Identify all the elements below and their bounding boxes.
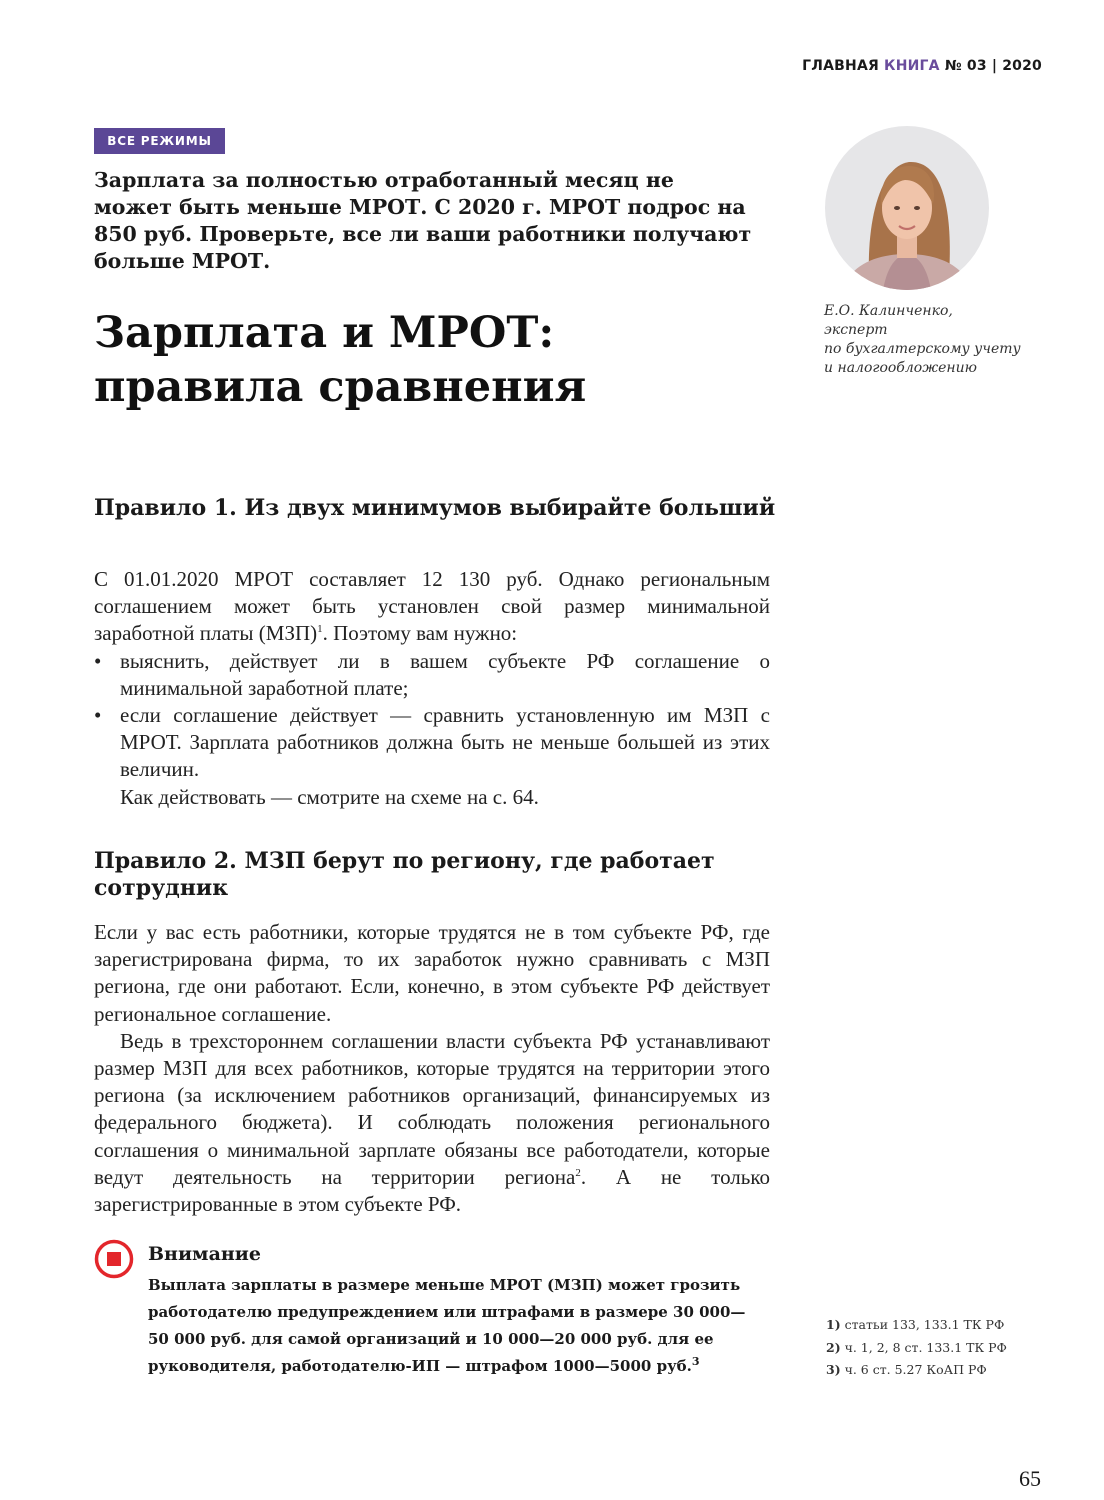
author-role-line-3: и налогообложению bbox=[824, 360, 977, 376]
header-magazine-name-accent: КНИГА bbox=[884, 58, 940, 74]
warning-text: Выплата зарплаты в размере меньше МРОТ (МЗП) может грозить работодателю предупреждением или штрафами в размере 30 000—50 000 руб. для самой организаций и 10 000—20 000 руб. для ее руководителя, работодателю-ИП — штрафом 1000—5000 руб.$^3$ bbox=[148, 1276, 746, 1375]
list-item: • выяснить, действует ли в вашем субъекте РФ соглашение о минимальной заработной плате; bbox=[94, 648, 770, 702]
author-portrait-illustration bbox=[825, 126, 989, 290]
section-heading-rule-2: Правило 2. МЗП берут по региону, где работает сотрудник bbox=[94, 848, 715, 901]
category-badge: ВСЕ РЕЖИМЫ bbox=[94, 128, 225, 154]
header-magazine-name: ГЛАВНАЯ bbox=[802, 58, 879, 74]
author-role-line-1: эксперт bbox=[824, 322, 888, 338]
footnote-item: 2) ч. 1, 2, 8 ст. 133.1 ТК РФ bbox=[826, 1339, 1007, 1355]
article-title-line-2: правила сравнения bbox=[94, 362, 587, 412]
footnote-ref-1: 1 bbox=[317, 623, 323, 636]
rule-2-paragraph-1: Если у вас есть работники, которые трудятся не в том субъекте РФ, где зарегистрирована фирма, то их заработок нужно сравнивать с МЗП региона, где они работают. Если, конечно, в этом субъекте РФ действует региональное соглашение. bbox=[94, 920, 770, 1026]
warning-stop-icon bbox=[94, 1239, 134, 1279]
lead-paragraph: Зарплата за полностью отработанный месяц не может быть меньше МРОТ. С 2020 г. МРОТ подрос на 850 руб. Проверьте, все ли ваши работники получают больше МРОТ. bbox=[94, 168, 752, 273]
footnote-item: 3) ч. 6 ст. 5.27 КоАП РФ bbox=[826, 1362, 987, 1377]
article-title bbox=[94, 306, 774, 414]
footnote-ref-3: 3 bbox=[691, 1355, 700, 1368]
rule-1-intro-paragraph: С 01.01.2020 МРОТ составляет 12 130 руб. Однако региональным соглашением может быть установлен свой размер минимальной заработной платы (МЗП)$^1$. Поэтому вам нужно: bbox=[94, 567, 770, 646]
footnote-item: 1) статьи 133, 133.1 ТК РФ bbox=[826, 1317, 1005, 1332]
section-heading-rule-1: Правило 1. Из двух минимумов выбирайте больший bbox=[94, 495, 776, 521]
section-body-rule-1 bbox=[94, 566, 770, 811]
footnote-ref-2: 2 bbox=[575, 1166, 581, 1179]
rule-1-bullet-list bbox=[94, 648, 770, 784]
rule-2-paragraph-2: Ведь в трехстороннем соглашении власти субъекта РФ устанавливают размер МЗП для всех работников, которые трудятся на территории этого региона (за исключением работников организаций, финансируемых из федерального бюджета). И соблюдать положения регионального соглашения о минимальной зарплате обязаны все работодатели, которые ведут деятельность на территории региона$^2$. А не только зарегистрированные в этом субъекте РФ. bbox=[94, 1028, 770, 1217]
rule-1-cross-reference: Как действовать — смотрите на схеме на с. 64. bbox=[120, 784, 539, 809]
author-caption bbox=[824, 302, 1064, 378]
footnotes bbox=[826, 1314, 1066, 1382]
page-number: 65 bbox=[1019, 1466, 1041, 1491]
author-name: Е.О. Калинченко, bbox=[824, 303, 953, 319]
article-title-line-1: Зарплата и МРОТ: bbox=[94, 308, 555, 358]
warning-title: Внимание bbox=[148, 1243, 261, 1265]
list-item: • если соглашение действует — сравнить установленную им МЗП с МРОТ. Зарплата работников должна быть не меньше большей из этих величин. bbox=[94, 702, 770, 784]
author-photo bbox=[825, 126, 989, 290]
header-issue: № 03 | 2020 bbox=[944, 58, 1042, 74]
running-header bbox=[802, 58, 1042, 74]
author-role-line-2: по бухгалтерскому учету bbox=[824, 341, 1021, 357]
section-body-rule-2 bbox=[94, 919, 770, 1218]
